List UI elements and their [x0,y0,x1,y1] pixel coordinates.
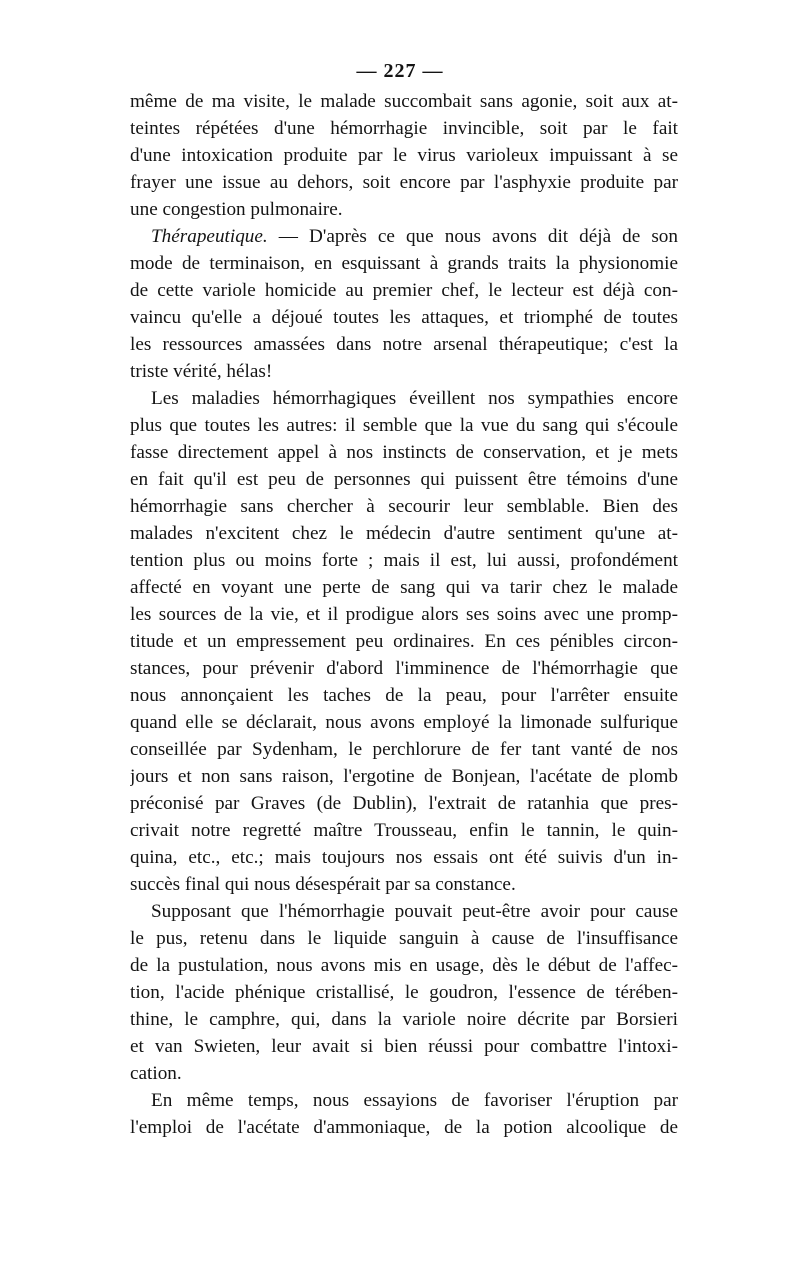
text-line: quina, etc., etc.; mais toujours nos essais ont été suivis d'un in- [130,847,678,868]
text-line: Les maladies hémorrhagiques éveillent nos sympathies encore [151,388,678,409]
text-line: mode de terminaison, en esquissant à grands traits la physionomie [130,253,678,274]
body-text [130,88,678,1141]
text-line: jours et non sans raison, l'ergotine de Bonjean, l'acétate de plomb [130,766,678,787]
text-line: quand elle se déclarait, nous avons employé la limonade sulfurique [130,712,678,733]
text-line: succès final qui nous désespérait par sa constance. [130,874,516,895]
text-line: En même temps, nous essayions de favoriser l'éruption par [151,1090,678,1111]
text-line: l'emploi de l'acétate d'ammoniaque, de la potion alcoolique de [130,1117,678,1138]
text-segment: — D'après ce que nous avons dit déjà de son [267,226,678,247]
text-line: tention plus ou moins forte ; mais il est, lui aussi, profondément [130,550,678,571]
text-line: malades n'excitent chez le médecin d'autre sentiment qu'une at- [130,523,678,544]
text-line: cation. [130,1063,182,1084]
text-line: stances, pour prévenir d'abord l'imminence de l'hémorrhagie que [130,658,678,679]
text-line: tion, l'acide phénique cristallisé, le goudron, l'essence de térében- [130,982,678,1003]
text-line: préconisé par Graves (de Dublin), l'extrait de ratanhia que pres- [130,793,678,814]
text-line: de la pustulation, nous avons mis en usage, dès le début de l'affec- [130,955,678,976]
text-line: en fait qu'il est peu de personnes qui puissent être témoins d'une [130,469,678,490]
text-line-with-heading [130,223,678,250]
text-line: les sources de la vie, et il prodigue alors ses soins avec une promp- [130,604,678,625]
text-line: le pus, retenu dans le liquide sanguin à cause de l'insuffisance [130,928,678,949]
text-line: conseillée par Sydenham, le perchlorure de fer tant vanté de nos [130,739,678,760]
text-line: vaincu qu'elle a déjoué toutes les attaques, et triomphé de toutes [130,307,678,328]
text-line: une congestion pulmonaire. [130,199,343,220]
text-line: triste vérité, hélas! [130,361,273,382]
text-line: hémorrhagie sans chercher à secourir leur semblable. Bien des [130,496,678,517]
text-line: Supposant que l'hémorrhagie pouvait peut-être avoir pour cause [151,901,678,922]
text-line: même de ma visite, le malade succombait sans agonie, soit aux at- [130,91,678,112]
text-line: teintes répétées d'une hémorrhagie invincible, soit par le fait [130,118,678,139]
text-line: les ressources amassées dans notre arsenal thérapeutique; c'est la [130,334,678,355]
text-line: plus que toutes les autres: il semble que la vue du sang qui s'écoule [130,415,678,436]
text-line: frayer une issue au dehors, soit encore par l'asphyxie produite par [130,172,678,193]
text-line: de cette variole homicide au premier chef, le lecteur est déjà con- [130,280,678,301]
page-number: — 227 — [356,60,444,82]
text-line: affecté en voyant une perte de sang qui va tarir chez le malade [130,577,678,598]
text-line: crivait notre regretté maître Trousseau, enfin le tannin, le quin- [130,820,678,841]
section-heading: Thérapeutique. [151,226,268,247]
text-line: d'une intoxication produite par le virus varioleux impuissant à se [130,145,678,166]
text-line: thine, le camphre, qui, dans la variole noire décrite par Borsieri [130,1009,678,1030]
text-line: et van Swieten, leur avait si bien réussi pour combattre l'intoxi- [130,1036,678,1057]
text-line: fasse directement appel à nos instincts de conservation, et je mets [130,442,678,463]
text-line: titude et un empressement peu ordinaires. En ces pénibles circon- [130,631,678,652]
text-line: nous annonçaient les taches de la peau, pour l'arrêter ensuite [130,685,678,706]
